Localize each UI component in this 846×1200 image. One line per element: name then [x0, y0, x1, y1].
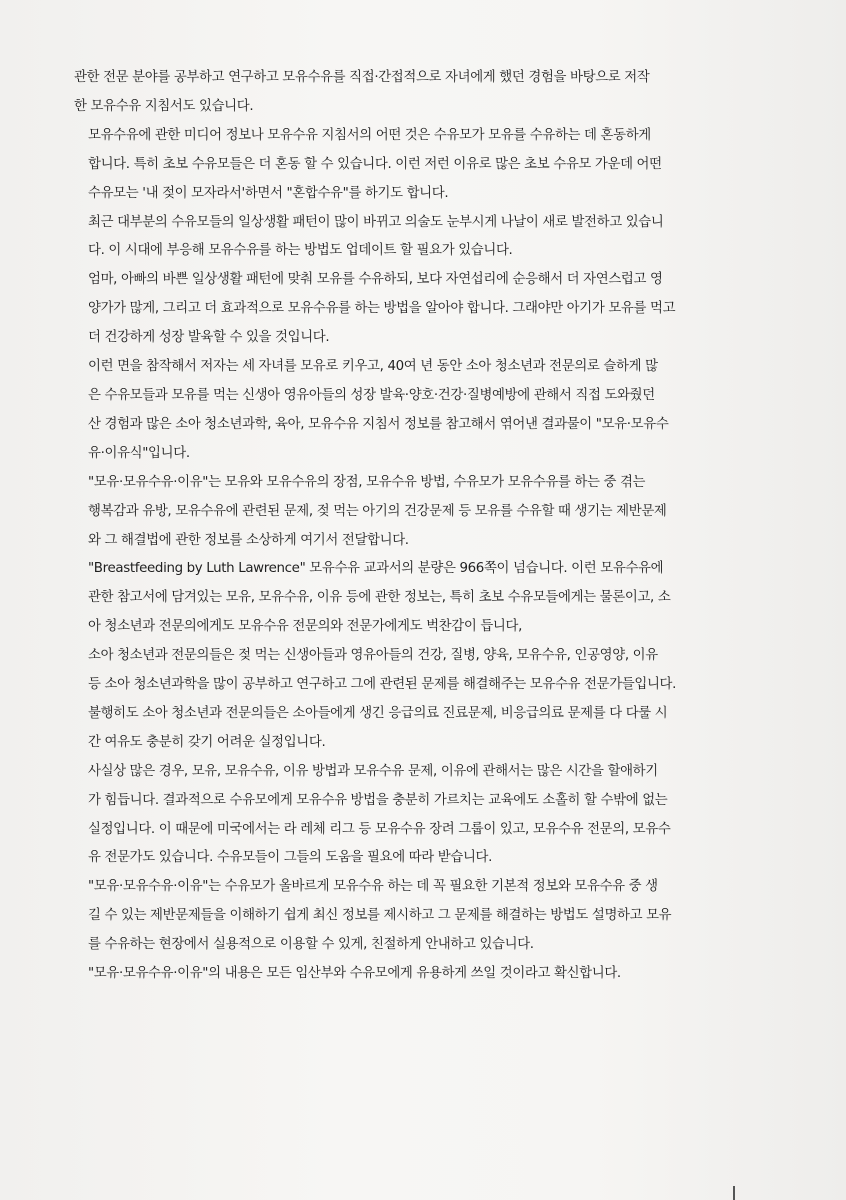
text-line: 최근 대부분의 수유모들의 일상생활 패턴이 많이 바뀌고 의술도 눈부시게 나날이 새로 발전하고 있습니	[88, 214, 664, 230]
text-line: 산 경험과 많은 소아 청소년과학, 육아, 모유수유 지침서 정보를 참고해서 엮어낸 결과물이 "모유·모유수	[88, 416, 669, 432]
paragraph	[74, 873, 756, 960]
text-line: 엄마, 아빠의 바쁜 일상생활 패턴에 맞춰 모유를 수유하되, 보다 자연섭리에 순응해서 더 자연스럽고 영	[88, 272, 663, 288]
paragraph	[74, 122, 756, 209]
text-line: 와 그 해결법에 관한 정보를 소상하게 여기서 전달합니다.	[88, 532, 409, 548]
text-line: "모유·모유수유·이유"의 내용은 모든 임산부와 수유모에게 유용하게 쓰일 것이라고 확신합니다.	[88, 966, 621, 982]
body-text	[74, 64, 756, 989]
text-line: 실정입니다. 이 때문에 미국에서는 라 레체 리그 등 모유수유 장려 그룹이 있고, 모유수유 전문의, 모유수	[88, 821, 671, 837]
text-line: 를 수유하는 현장에서 실용적으로 이용할 수 있게, 친절하게 안내하고 있습니다.	[88, 937, 534, 953]
text-line: "모유·모유수유·이유"는 모유와 모유수유의 장점, 모유수유 방법, 수유모가 모유수유를 하는 중 겪는	[88, 474, 646, 490]
text-line: 아 청소년과 전문의에게도 모유수유 전문의와 전문가에게도 벅찬감이 듭니다,	[88, 619, 522, 635]
text-line: 길 수 있는 제반문제들을 이해하기 쉽게 최신 정보를 제시하고 그 문제를 해결하는 방법도 설명하고 모유	[88, 908, 672, 924]
text-line: 수유모는 '내 젖이 모자라서'하면서 "혼합수유"를 하기도 합니다.	[88, 185, 449, 201]
paragraph	[74, 266, 756, 353]
text-line: 다. 이 시대에 부응해 모유수유를 하는 방법도 업데이트 할 필요가 있습니다.	[88, 243, 513, 259]
paragraph	[74, 642, 756, 700]
text-line: 행복감과 유방, 모유수유에 관련된 문제, 젖 먹는 아기의 건강문제 등 모유를 수유할 때 생기는 제반문제	[88, 503, 667, 519]
text-line: 더 건강하게 성장 발육할 수 있을 것입니다.	[88, 330, 330, 346]
paragraph	[74, 353, 756, 469]
text-line: 유 전문가도 있습니다. 수유모들이 그들의 도움을 필요에 따라 받습니다.	[88, 850, 493, 866]
text-line: 관한 전문 분야를 공부하고 연구하고 모유수유를 직접·간접적으로 자녀에게 했던 경험을 바탕으로 저작	[74, 70, 650, 85]
text-line: 불행히도 소아 청소년과 전문의들은 소아들에게 생긴 응급의료 진료문제, 비응급의료 문제를 다 다룰 시	[88, 705, 668, 721]
text-line: 유·이유식"입니다.	[88, 445, 190, 461]
text-line: 소아 청소년과 전문의들은 젖 먹는 신생아들과 영유아들의 건강, 질병, 양육, 모유수유, 인공영양, 이유	[88, 648, 658, 664]
text-line: 양가가 많게, 그리고 더 효과적으로 모유수유를 하는 방법을 알아야 합니다. 그래야만 아기가 모유를 먹고	[88, 301, 676, 317]
paragraph	[74, 209, 756, 267]
text-line: 한 모유수유 지침서도 있습니다.	[74, 98, 254, 114]
text-line: "모유·모유수유·이유"는 수유모가 올바르게 모유수유 하는 데 꼭 필요한 기본적 정보와 모유수유 중 생	[88, 879, 658, 895]
text-line: 은 수유모들과 모유를 먹는 신생아 영유아들의 성장 발육·양호·건강·질병예방에 관해서 직접 도와줬던	[88, 387, 655, 403]
paragraph	[74, 960, 756, 989]
text-line: 등 소아 청소년과학을 많이 공부하고 연구하고 그에 관련된 문제를 해결해주는 모유수유 전문가들입니다.	[88, 677, 677, 693]
page-edge-mark	[733, 1186, 735, 1200]
text-line: 가 힘듭니다. 결과적으로 수유모에게 모유수유 방법을 충분히 가르치는 교육에도 소홀히 할 수밖에 없는	[88, 792, 668, 808]
paragraph	[74, 64, 756, 122]
paragraph	[74, 469, 756, 556]
text-line: 이런 면을 참작해서 저자는 세 자녀를 모유로 키우고, 40여 년 동안 소아 청소년과 전문의로 슬하게 많	[88, 359, 658, 375]
paragraph	[74, 700, 756, 758]
text-line: 합니다. 특히 초보 수유모들은 더 혼동 할 수 있습니다. 이런 저런 이유로 많은 초보 수유모 가운데 어떤	[88, 156, 662, 172]
text-line: 간 여유도 충분히 갖기 어려운 실정입니다.	[88, 734, 326, 750]
text-line: "Breastfeeding by Luth Lawrence" 모유수유 교과서의 분량은 966쪽이 넘습니다. 이런 모유수유에	[88, 561, 664, 577]
text-line: 관한 참고서에 담겨있는 모유, 모유수유, 이유 등에 관한 정보는, 특히 초보 수유모들에게는 물론이고, 소	[88, 590, 671, 606]
text-line: 사실상 많은 경우, 모유, 모유수유, 이유 방법과 모유수유 문제, 이유에 관해서는 많은 시간을 할애하기	[88, 763, 658, 779]
paragraph	[74, 555, 756, 642]
paragraph	[74, 758, 756, 874]
text-line: 모유수유에 관한 미디어 정보나 모유수유 지침서의 어떤 것은 수유모가 모유를 수유하는 데 혼동하게	[88, 127, 651, 143]
